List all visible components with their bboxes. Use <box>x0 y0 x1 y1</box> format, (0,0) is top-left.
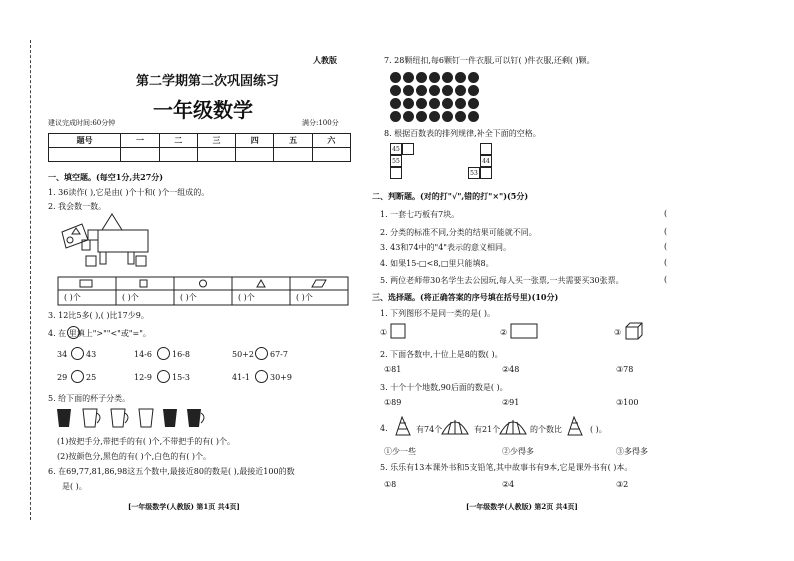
grid-cell-blank[interactable] <box>480 143 492 155</box>
button-dot <box>403 98 414 109</box>
page-footer-right: [一年级数学(人教版) 第2页 共4页] <box>466 502 578 511</box>
question-4: 4. 在 里填上">""<"或"="。 <box>48 329 151 338</box>
button-dot <box>416 85 427 96</box>
question-5-2: (2)按颜色分,黑色的有( )个,白色的有( )个。 <box>57 452 211 461</box>
choice-option[interactable]: ③78 <box>616 365 634 374</box>
subject-title: 一年级数学 <box>153 98 253 122</box>
button-dot <box>416 111 427 122</box>
score-cell[interactable] <box>236 148 274 162</box>
judge-item: 5. 两位老师带30名学生去公园玩,每人买一张票,一共需要买30张票。 <box>380 276 624 285</box>
choice-option[interactable]: ①少一些 <box>384 447 416 456</box>
section-2-title: 二、判断题。(对的打"√",错的打"×")(5分) <box>372 191 529 201</box>
score-cell[interactable] <box>159 148 197 162</box>
choice-option[interactable]: ③100 <box>616 398 639 407</box>
button-dot <box>403 85 414 96</box>
compare-circle[interactable] <box>157 347 170 360</box>
choice-4-text: 有74个, <box>416 425 445 434</box>
choice-4-text: ( )。 <box>590 425 607 434</box>
button-dot <box>455 85 466 96</box>
choice-option[interactable]: ③ <box>614 328 622 337</box>
judge-answer-blank[interactable]: ( <box>664 242 668 251</box>
rectangle-shape <box>510 323 540 339</box>
button-dot <box>429 111 440 122</box>
shape-robot-figure <box>52 212 162 274</box>
score-header: 一 <box>121 134 159 148</box>
choice-5: 5. 乐乐有13本课外书和5支铅笔,其中故事书有9本,它是课外书有( )本。 <box>380 463 633 472</box>
grid-cell: 53 <box>468 167 480 179</box>
conch-shell-icon <box>564 415 586 437</box>
full-score: 满分:100分 <box>302 119 339 127</box>
compare-left: 29 <box>57 373 68 382</box>
button-dot <box>403 111 414 122</box>
score-table <box>48 133 351 162</box>
button-dot <box>455 98 466 109</box>
exam-title: 第二学期第二次巩固练习 <box>136 74 280 89</box>
button-dot <box>442 111 453 122</box>
choice-1: 1. 下列图形不是同一类的是( )。 <box>380 309 495 318</box>
binding-line <box>30 40 31 520</box>
score-header: 五 <box>274 134 312 148</box>
question-1: 1. 36读作( ),它是由( )个十和( )个一组成的。 <box>48 188 210 197</box>
score-cell[interactable] <box>49 148 121 162</box>
button-dot <box>442 85 453 96</box>
button-dot <box>468 111 479 122</box>
grid-cell-blank[interactable] <box>390 167 402 179</box>
button-dot <box>442 72 453 83</box>
compare-left: 12-9 <box>134 373 152 382</box>
grid-cell-blank[interactable] <box>402 143 414 155</box>
compare-left: 50+2 <box>232 350 254 359</box>
cube-shape <box>625 322 645 340</box>
question-6-cont: 是( )。 <box>62 482 87 491</box>
judge-answer-blank[interactable]: ( <box>664 227 668 236</box>
judge-answer-blank[interactable]: ( <box>664 275 668 284</box>
grid-cell-blank[interactable] <box>480 167 492 179</box>
judge-item: 2. 分类的标准不同,分类的结果可能就不同。 <box>380 228 537 237</box>
choice-option[interactable]: ③多得多 <box>616 447 648 456</box>
choice-option[interactable]: ②4 <box>502 480 515 489</box>
button-dot <box>468 98 479 109</box>
judge-item: 1. 一套七巧板有7块。 <box>380 210 460 219</box>
compare-circle[interactable] <box>255 370 268 383</box>
question-6: 6. 在69,77,81,86,98这五个数中,最接近80的数是( ),最接近100的数 <box>48 467 295 476</box>
button-dot <box>455 72 466 83</box>
choice-option[interactable]: ②48 <box>502 365 520 374</box>
question-7: 7. 28颗纽扣,每6颗钉一件衣服,可以钉( )件衣服,还剩( )颗。 <box>384 56 595 65</box>
score-header: 三 <box>197 134 235 148</box>
choice-option[interactable]: ②91 <box>502 398 520 407</box>
compare-circle[interactable] <box>71 347 84 360</box>
choice-option[interactable]: ①81 <box>384 365 402 374</box>
score-header: 题号 <box>49 134 121 148</box>
choice-2: 2. 下面各数中,十位上是8的数( )。 <box>380 350 503 359</box>
choice-option[interactable]: ③2 <box>616 480 629 489</box>
compare-right: 25 <box>86 373 97 382</box>
compare-circle[interactable] <box>71 370 84 383</box>
score-header: 二 <box>159 134 197 148</box>
question-8: 8. 根据百数表的排列规律,补全下面的空格。 <box>384 129 541 138</box>
compare-right: 15-3 <box>172 373 190 382</box>
grid-cell: 44 <box>480 155 492 167</box>
button-dot <box>468 72 479 83</box>
compare-right: 16-8 <box>172 350 190 359</box>
score-cell[interactable] <box>274 148 312 162</box>
compare-left: 14-6 <box>134 350 152 359</box>
choice-option[interactable]: ①8 <box>384 480 397 489</box>
button-dot <box>403 72 414 83</box>
compare-circle[interactable] <box>67 326 80 339</box>
conch-shell-icon <box>392 415 414 437</box>
judge-item: 3. 43和74中的"4"表示的意义相同。 <box>380 243 511 252</box>
page-footer-left: [一年级数学(人教版) 第1页 共4页] <box>128 502 240 511</box>
question-5: 5. 给下面的杯子分类。 <box>48 394 131 403</box>
compare-right: 30+9 <box>270 373 292 382</box>
judge-item: 4. 如果15-□<8,□里只能填8。 <box>380 259 494 268</box>
grid-cell: 55 <box>390 155 402 167</box>
count-blank[interactable]: ( )个 <box>122 293 139 302</box>
button-dot <box>468 85 479 96</box>
count-blank[interactable]: ( )个 <box>296 293 313 302</box>
time-note: 建议完成时间:60分钟 <box>48 119 116 127</box>
cups-figure <box>55 407 205 429</box>
count-blank[interactable]: ( )个 <box>238 293 255 302</box>
edition-label: 人教版 <box>313 55 337 65</box>
choice-4-text: 的个数比 <box>530 425 562 434</box>
question-5-1: (1)按把手分,带把手的有( )个,不带把手的有( )个。 <box>57 437 235 446</box>
score-cell[interactable] <box>312 148 350 162</box>
button-dot <box>390 98 401 109</box>
section-3-title: 三、选择题。(将正确答案的序号填在括号里)(10分) <box>372 292 559 302</box>
compare-left: 41-1 <box>232 373 250 382</box>
choice-option[interactable]: ①89 <box>384 398 402 407</box>
choice-3: 3. 十个十个地数,90后面的数是( )。 <box>380 383 508 392</box>
choice-4-text: 有21个, <box>474 425 503 434</box>
judge-answer-blank[interactable]: ( <box>664 258 668 267</box>
question-2: 2. 我会数一数。 <box>48 202 107 211</box>
button-dot <box>429 72 440 83</box>
score-header: 六 <box>312 134 350 148</box>
count-blank[interactable]: ( )个 <box>180 293 197 302</box>
button-dot <box>416 72 427 83</box>
button-dot <box>455 111 466 122</box>
score-cell[interactable] <box>121 148 159 162</box>
section-1-title: 一、填空题。(每空1分,共27分) <box>48 172 164 182</box>
score-cell[interactable] <box>197 148 235 162</box>
compare-right: 67-7 <box>270 350 288 359</box>
compare-right: 43 <box>86 350 97 359</box>
choice-option[interactable]: ① <box>380 328 388 337</box>
compare-circle[interactable] <box>255 347 268 360</box>
choice-option[interactable]: ② <box>500 328 508 337</box>
button-dot <box>429 98 440 109</box>
score-header: 四 <box>236 134 274 148</box>
judge-answer-blank[interactable]: ( <box>664 209 668 218</box>
grid-cell: 45 <box>390 143 402 155</box>
button-dot <box>390 72 401 83</box>
button-dot <box>416 98 427 109</box>
compare-left: 34 <box>57 350 68 359</box>
question-3: 3. 12比5多( ),( )比17少9。 <box>48 311 149 320</box>
button-dot <box>390 85 401 96</box>
scallop-shell-icon <box>440 416 470 436</box>
button-dot <box>429 85 440 96</box>
button-dot <box>390 111 401 122</box>
scallop-shell-icon <box>498 416 528 436</box>
square-shape <box>390 323 410 339</box>
count-blank[interactable]: ( )个 <box>64 293 81 302</box>
compare-circle[interactable] <box>157 370 170 383</box>
choice-4-num: 4. <box>380 424 388 433</box>
choice-option[interactable]: ②少得多 <box>502 447 534 456</box>
button-dot <box>442 98 453 109</box>
